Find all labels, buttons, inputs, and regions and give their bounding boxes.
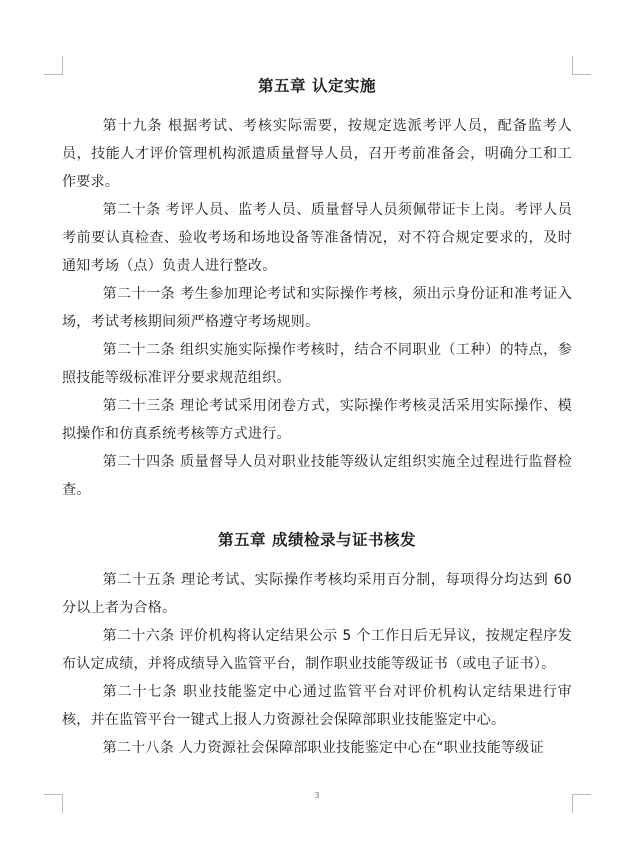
crop-mark-top-left	[44, 56, 63, 75]
crop-mark-top-right	[572, 56, 591, 75]
article-22: 第二十二条 组织实施实际操作考核时，结合不同职业（工种）的特点，参照技能等级标准评分要求规范组织。	[62, 342, 572, 386]
article-25: 第二十五条 理论考试、实际操作考核均采用百分制，每项得分均达到 60 分以上者为合格。	[62, 572, 572, 616]
article-24: 第二十四条 质量督导人员对职业技能等级认定组织实施全过程进行监督检查。	[62, 454, 572, 498]
page-number: 3	[314, 791, 320, 800]
article-28: 第二十八条 人力资源社会保障部职业技能鉴定中心在“职业技能等级证	[102, 740, 544, 756]
article-27: 第二十七条 职业技能鉴定中心通过监管平台对评价机构认定结果进行审核，并在监管平台一键式上报人力资源社会保障部职业技能鉴定中心。	[62, 684, 572, 728]
article-23: 第二十三条 理论考试采用闭卷方式，实际操作考核灵活采用实际操作、模拟操作和仿真系统考核等方式进行。	[62, 398, 572, 442]
article-26: 第二十六条 评价机构将认定结果公示 5 个工作日后无异议，按规定程序发布认定成绩，并将成绩导入监管平台，制作职业技能等级证书（或电子证书）。	[62, 628, 572, 672]
page-body	[62, 60, 572, 762]
article-20: 第二十条 考评人员、监考人员、质量督导人员须佩带证卡上岗。考评人员考前要认真检查、验收考场和场地设备等准备情况，对不符合规定要求的，及时通知考场（点）负责人进行整改。	[62, 202, 572, 274]
chapter-heading-results-certificates: 第五章 成绩检录与证书核发	[218, 531, 416, 549]
article-21: 第二十一条 考生参加理论考试和实际操作考核，须出示身份证和准考证入场，考试考核期间须严格遵守考场规则。	[62, 286, 572, 330]
chapter-heading-implementation: 第五章 认定实施	[258, 77, 376, 95]
article-19: 第十九条 根据考试、考核实际需要，按规定选派考评人员，配备监考人员，技能人才评价管理机构派遣质量督导人员，召开考前准备会，明确分工和工作要求。	[62, 118, 572, 190]
